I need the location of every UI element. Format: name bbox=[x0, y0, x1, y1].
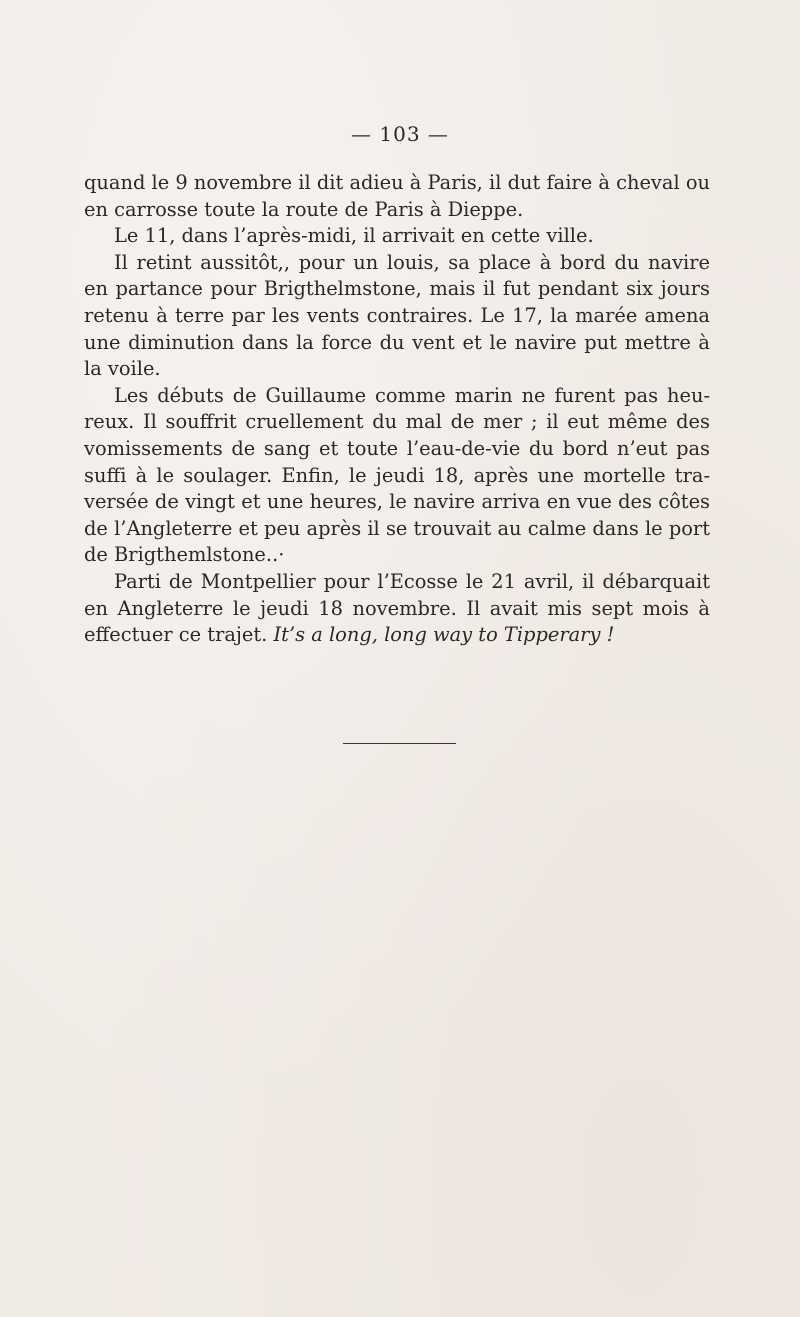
paragraph-4: Les débuts de Guillaume comme marin ne furent pas heureux. Il souffrit cruellement du mal de mer ; il eut même des vomissements de sang et toute l’eau-de-vie du bord n’eut pas suffi à le soulager. Enfin, le jeudi 18, après une mortelle traversée de vingt et une heures, le navire arriva en vue des côtes de l’Angleterre et peu après il se trouvait au calme dans le port de Brigthemlstone..· bbox=[84, 383, 710, 567]
paragraph-5-text: Parti de Montpellier pour l’Ecosse le 21 avril, il débarquait en Angleterre le jeudi 18 novembre. Il avait mis sept mois à effectuer ce trajet. bbox=[84, 569, 710, 647]
paragraph-1: quand le 9 novembre il dit adieu à Paris, il dut faire à cheval ou en carrosse toute la route de Paris à Dieppe. bbox=[84, 171, 710, 221]
italic-quote: It’s a long, long way to Tipperary ! bbox=[273, 623, 615, 647]
section-divider bbox=[343, 743, 456, 744]
paragraph-2: Le 11, dans l’après-midi, il arrivait en cette ville. bbox=[114, 224, 594, 248]
paragraph-3: Il retint aussitôt,, pour un louis, sa place à bord du navire en partance pour Brigthelmstone, mais il fut pendant six jours retenu à terre par les vents contraires. Le 17, la marée amena une diminution dans la force du vent et le navire put mettre à la voile. bbox=[84, 250, 710, 381]
body-text bbox=[84, 170, 710, 649]
paragraph-5 bbox=[84, 569, 710, 649]
page-number: — 103 — bbox=[351, 122, 449, 146]
